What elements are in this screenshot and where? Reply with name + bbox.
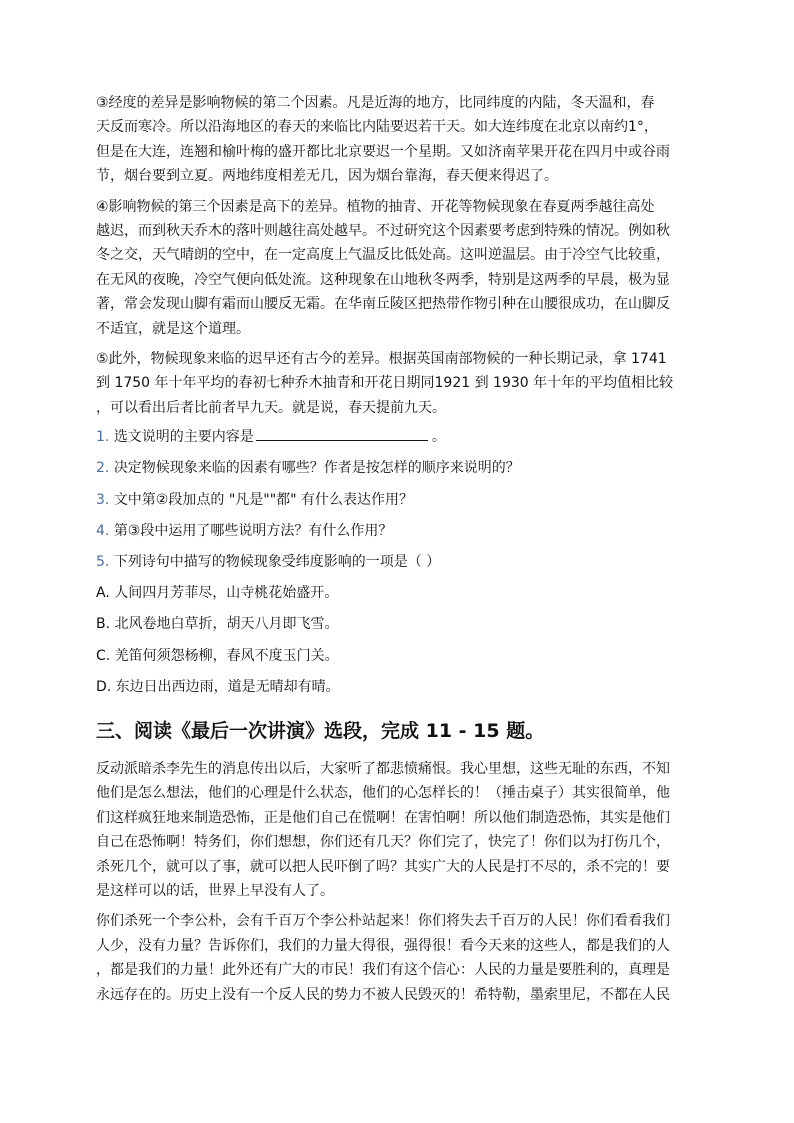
document-content <box>96 91 698 1013</box>
passage-paragraph-2 <box>96 909 698 1007</box>
paragraph-4 <box>96 195 698 341</box>
paragraph-5 <box>96 347 698 420</box>
paragraph-line: 但是在大连，连翘和榆叶梅的盛开都比北京要迟一个星期。又如济南苹果开花在四月中或谷雨 <box>96 143 670 160</box>
paragraph-line: ③经度的差异是影响物候的第二个因素。凡是近海的地方，比同纬度的内陆，冬天温和，春 <box>96 95 655 111</box>
question-number: 1. <box>96 429 110 446</box>
paragraph-line: ，都是我们的力量！此外还有广大的市民！我们有这个信心：人民的力量是要胜利的，真理是 <box>96 962 670 979</box>
option-b[interactable]: B. 北风卷地白草折，胡天八月即飞雪。 <box>96 616 339 633</box>
paragraph-line: 自己在恐怖啊！特务们，你们想想，你们还有几天？你们完了，快完了！你们以为打伤几个， <box>96 834 670 851</box>
paragraph-line: ⑤此外，物候现象来临的迟早还有古今的差异。根据英国南部物候的一种长期记录，拿 1741 <box>96 351 667 368</box>
paragraph-line: ，可以看出后者比前者早九天。就是说，春天提前九天。 <box>96 399 446 416</box>
section-title: 三、阅读《最后一次讲演》选段，完成 11 - 15 题。 <box>96 719 545 742</box>
question-list <box>96 426 698 582</box>
question-number: 3. <box>96 491 110 508</box>
question-text: 决定物候现象来临的因素有哪些？作者是按怎样的顺序来说明的？ <box>113 460 520 477</box>
paragraph-line: 们这样疯狂地来制造恐怖，正是他们自己在慌啊！在害怕啊！所以他们制造恐怖，其实是他们 <box>96 809 670 826</box>
paragraph-line: 不适宜，就是这个道理。 <box>96 320 250 337</box>
question-number: 2. <box>96 460 110 477</box>
question-4 <box>96 520 698 551</box>
paragraph-line: 永远存在的。历史上没有一个反人民的势力不被人民毁灭的！希特勒，墨索里尼，不都在人民 <box>96 986 670 1003</box>
paragraph-line: 著，常会发现山脚有霜而山腰反无霜。在华南丘陵区把热带作物引种在山腰很成功，在山脚反 <box>96 296 670 313</box>
question-1 <box>96 426 698 457</box>
paragraph-line: 越迟，而到秋天乔木的落叶则越往高处越早。不过研究这个因素要考虑到特殊的情况。例如秋 <box>96 223 670 240</box>
paragraph-3 <box>96 91 698 189</box>
paragraph-line: 杀死几个，就可以了事，就可以把人民吓倒了吗？其实广大的人民是打不尽的，杀不完的！要 <box>96 858 670 875</box>
paragraph-line: 节，烟台要到立夏。两地纬度相差无几，因为烟台靠海，春天便来得迟了。 <box>96 168 558 185</box>
paragraph-line: 冬之交，天气晴朗的空中，在一定高度上气温反比低处高。这叫逆温层。由于冷空气比较重， <box>96 247 670 264</box>
option-d[interactable]: D. 东边日出西边雨，道是无晴却有晴。 <box>96 678 340 695</box>
paragraph-line: 在无风的夜晚，冷空气便向低处流。这种现象在山地秋冬两季，特别是这两季的早晨，极为显 <box>96 271 670 288</box>
paragraph-line: ④影响物候的第三个因素是高下的差异。植物的抽青、开花等物候现象在春夏两季越往高处 <box>96 198 655 215</box>
answer-blank[interactable] <box>256 426 428 441</box>
question-text: 文中第②段加点的 "凡是""都" 有什么表达作用？ <box>113 491 414 508</box>
paragraph-line: 你们杀死一个李公朴，会有千百万个李公朴站起来！你们将失去千百万的人民！你们看看我们 <box>96 913 670 930</box>
paragraph-line: 人少，没有力量？告诉你们，我们的力量大得很，强得很！看今天来的这些人，都是我们的人 <box>96 937 670 954</box>
paragraph-line: 他们是怎么想法，他们的心理是什么状态，他们的心怎样长的！（捶击桌子）其实很简单，他 <box>96 785 670 802</box>
option-list <box>96 582 698 707</box>
question-5 <box>96 551 698 582</box>
paragraph-line: 是这样可以的话，世界上早没有人了。 <box>96 883 334 899</box>
question-number: 4. <box>96 522 110 539</box>
question-3 <box>96 489 698 520</box>
paragraph-line: 天反而寒冷。所以沿海地区的春天的来临比内陆要迟若干天。如大连纬度在北京以南约1°， <box>96 119 658 136</box>
passage-paragraph-1 <box>96 757 698 903</box>
paragraph-line: 到 1750 年十年平均的春初七种乔木抽青和开花日期同1921 到 1930 年十年的平均值相比较 <box>96 375 674 392</box>
question-text: 下列诗句中描写的物候现象受纬度影响的一项是（ ） <box>113 554 441 571</box>
option-c[interactable]: C. 羌笛何须怨杨柳，春风不度玉门关。 <box>96 647 339 664</box>
option-a[interactable]: A. 人间四月芳菲尽，山寺桃花始盛开。 <box>96 585 339 602</box>
question-2 <box>96 457 698 488</box>
paragraph-line: 反动派暗杀李先生的消息传出以后，大家听了都悲愤痛恨。我心里想，这些无耻的东西，不知 <box>96 760 670 777</box>
question-number: 5. <box>96 554 110 571</box>
question-text: 第③段中运用了哪些说明方法？有什么作用？ <box>113 522 393 539</box>
question-suffix: 。 <box>431 429 446 446</box>
question-text: 选文说明的主要内容是 <box>113 429 254 446</box>
